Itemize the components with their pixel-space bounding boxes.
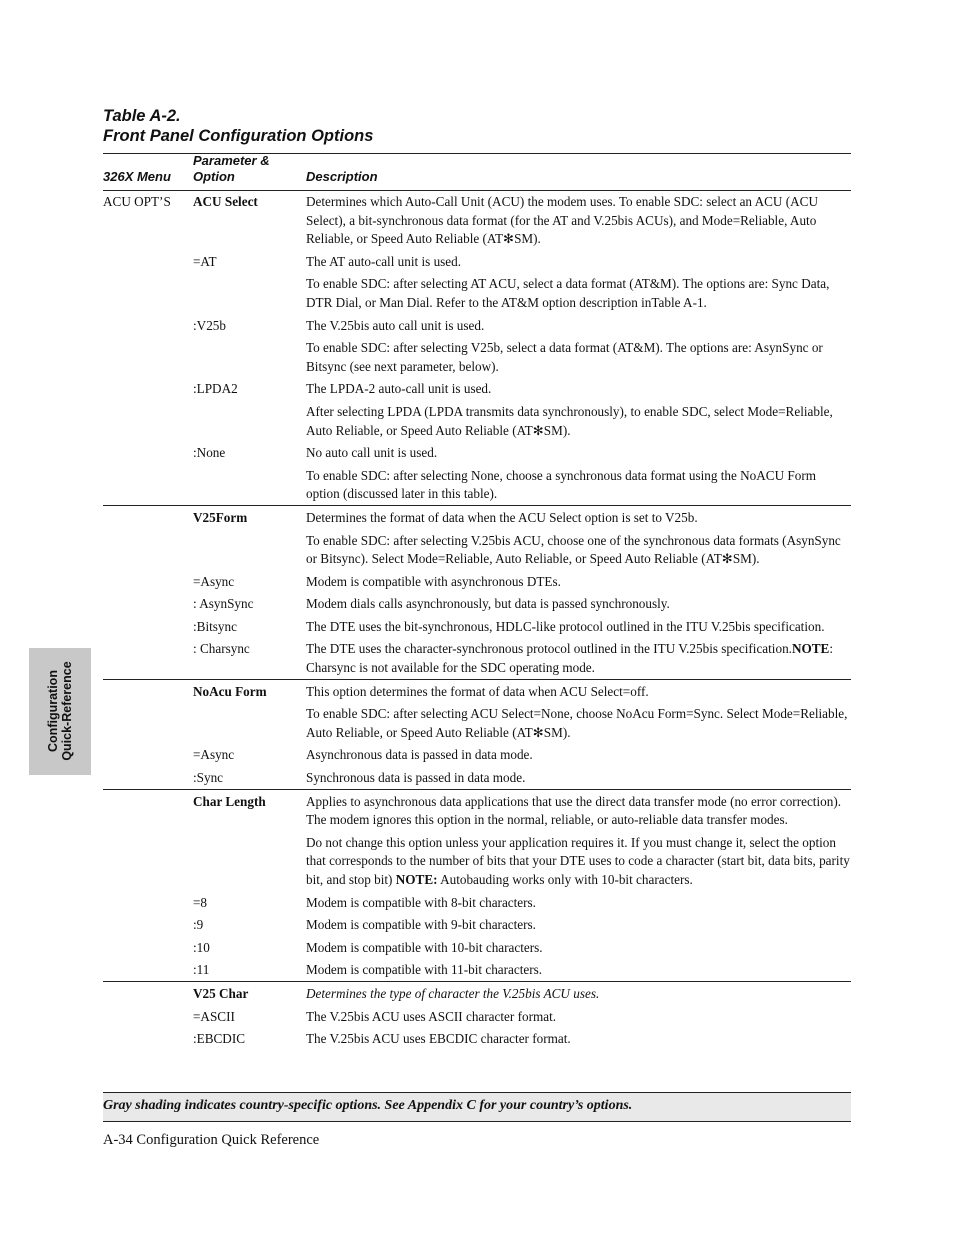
description-cell [306, 981, 851, 1004]
parameter-cell [193, 336, 306, 377]
description-text: The V.25bis ACU uses EBCDIC character format. [306, 1031, 571, 1047]
parameter-cell: : AsynSync [193, 596, 254, 612]
description-cell [306, 505, 851, 528]
menu-cell: ACU OPT’S [103, 194, 171, 209]
column-header-parameter-line1: Parameter & [193, 153, 270, 168]
table-row [103, 190, 851, 250]
parameter-cell: NoAcu Form [193, 679, 306, 702]
parameter-cell [193, 831, 306, 891]
description-text: This option determines the format of data when ACU Select=off. [306, 683, 649, 699]
description-cell [306, 615, 851, 638]
menu-cell [103, 679, 193, 702]
menu-cell [103, 570, 193, 593]
parameter-cell: =Async [193, 747, 235, 763]
description-text: Determines the type of character the V.25bis ACU uses. [306, 985, 600, 1001]
description-cell [306, 702, 851, 743]
note-label: NOTE [791, 641, 830, 657]
description-cell [306, 529, 851, 570]
menu-cell [103, 766, 193, 789]
description-text: Modem is compatible with asynchronous DTEs. [306, 573, 561, 589]
menu-cell [103, 250, 193, 273]
options-table-body [103, 190, 851, 1050]
description-cell [306, 679, 851, 702]
menu-cell [103, 743, 193, 766]
side-tab-line2: Quick-Reference [60, 661, 74, 761]
parameter-cell: :V25b [193, 317, 226, 333]
menu-cell [103, 936, 193, 959]
table-row [103, 377, 851, 400]
description-text: The V.25bis auto call unit is used. [306, 317, 485, 333]
parameter-cell: :LPDA2 [193, 381, 238, 397]
menu-cell [103, 592, 193, 615]
menu-cell [103, 1027, 193, 1050]
parameter-cell: =AT [193, 253, 217, 269]
table-row [103, 981, 851, 1004]
description-text: Modem is compatible with 9-bit characters. [306, 917, 536, 933]
description-cell [306, 272, 851, 313]
description-cell [306, 336, 851, 377]
description-text: After selecting LPDA (LPDA transmits data synchronously), to enable SDC, select Mode=Reliable, Auto Reliable, or Speed Auto Reliable (AT✻SM). [306, 403, 833, 438]
table-row [103, 702, 851, 743]
description-cell [306, 314, 851, 337]
table-row [103, 250, 851, 273]
menu-cell [103, 464, 193, 506]
description-text: To enable SDC: after selecting V.25bis ACU, choose one of the synchronous data formats (AsynSync or Bitsync). Select Mode=Reliable, Auto Reliable, or Speed Auto Reliable (AT✻SM). [306, 532, 841, 567]
parameter-cell: V25 Char [193, 981, 306, 1004]
table-row [103, 936, 851, 959]
menu-cell [103, 400, 193, 441]
menu-cell [103, 891, 193, 914]
parameter-cell: =ASCII [193, 1008, 235, 1024]
description-text: Synchronous data is passed in data mode. [306, 770, 526, 786]
description-cell [306, 891, 851, 914]
parameter-cell [193, 702, 306, 743]
description-cell [306, 637, 851, 679]
description-text: To enable SDC: after selecting AT ACU, select a data format (AT&M). The options are: Sync Data, DTR Dial, or Man Dial. Refer to the AT&M option description inTable A-1. [306, 276, 830, 310]
parameter-cell [193, 529, 306, 570]
description-cell [306, 250, 851, 273]
parameter-cell: :10 [193, 939, 210, 955]
description-cell [306, 913, 851, 936]
shading-footnote-text: Gray shading indicates country-specific options. See Appendix C for your country’s options. [103, 1098, 633, 1113]
parameter-cell: :Sync [193, 770, 224, 786]
parameter-cell [193, 272, 306, 313]
note-text: : Charsync is not available for the SDC operating mode. [306, 641, 834, 676]
note-text: Autobauding works only with 10-bit characters. [437, 872, 693, 887]
menu-cell [103, 831, 193, 891]
table-row [103, 891, 851, 914]
table-row [103, 272, 851, 313]
table-row [103, 529, 851, 570]
menu-cell [103, 336, 193, 377]
parameter-cell: : Charsync [193, 641, 250, 657]
description-text: Modem is compatible with 11-bit characters. [306, 962, 543, 978]
parameter-cell: ACU Select [193, 194, 258, 209]
table-row [103, 441, 851, 464]
description-cell [306, 441, 851, 464]
parameter-cell: =Async [193, 573, 235, 589]
description-text: The DTE uses the character-synchronous protocol outlined in the ITU V.25bis specification. [306, 641, 792, 657]
description-text: Applies to asynchronous data applications that use the direct data transfer mode (no error correction). The modem ignores this option in the normal, reliable, or auto-reliable data transfer modes. [306, 793, 842, 828]
menu-cell [103, 637, 193, 679]
table-row [103, 1027, 851, 1050]
shading-footnote [103, 1092, 851, 1122]
column-header-parameter [193, 153, 270, 185]
parameter-cell: =8 [193, 894, 208, 910]
section-side-tab [29, 648, 91, 775]
description-cell [306, 400, 851, 441]
page-footer: A-34 Configuration Quick Reference [103, 1132, 320, 1148]
menu-cell [103, 529, 193, 570]
table-row [103, 958, 851, 981]
description-cell [306, 377, 851, 400]
parameter-cell [193, 400, 306, 441]
description-text: The AT auto-call unit is used. [306, 253, 462, 269]
options-table [103, 190, 851, 1050]
description-cell [306, 831, 851, 891]
table-row [103, 505, 851, 528]
side-tab-label [46, 661, 74, 760]
description-text: Asynchronous data is passed in data mode. [306, 747, 533, 763]
table-row [103, 766, 851, 789]
menu-cell [103, 272, 193, 313]
description-cell [306, 936, 851, 959]
table-caption: Front Panel Configuration Options [103, 126, 374, 145]
description-text: Determines the format of data when the ACU Select option is set to V25b. [306, 509, 698, 525]
parameter-cell: :None [193, 445, 226, 461]
parameter-cell: :Bitsync [193, 618, 237, 634]
menu-cell [103, 981, 193, 1004]
description-text: The DTE uses the bit-synchronous, HDLC-like protocol outlined in the ITU V.25bis specification. [306, 618, 825, 634]
description-text: To enable SDC: after selecting None, choose a synchronous data format using the NoACU Form option (discussed later in this table). [306, 467, 816, 502]
column-header-parameter-line2: Option [193, 169, 235, 184]
table-row [103, 314, 851, 337]
parameter-cell: :9 [193, 917, 204, 933]
parameter-cell: Char Length [193, 789, 306, 831]
table-row [103, 913, 851, 936]
description-text: The LPDA-2 auto-call unit is used. [306, 381, 492, 397]
menu-cell [103, 441, 193, 464]
menu-cell [103, 1005, 193, 1028]
menu-cell [103, 615, 193, 638]
description-cell [306, 1027, 851, 1050]
description-cell [306, 766, 851, 789]
description-cell [306, 743, 851, 766]
description-text: Modem is compatible with 10-bit characters. [306, 939, 543, 955]
description-text: To enable SDC: after selecting ACU Select=None, choose NoAcu Form=Sync. Select Mode=Reliable, Auto Reliable, or Speed Auto Reliable (AT✻SM). [306, 706, 848, 740]
description-text: Modem is compatible with 8-bit characters. [306, 894, 536, 910]
description-cell [306, 464, 851, 506]
menu-cell [103, 913, 193, 936]
description-cell [306, 190, 851, 250]
menu-cell [103, 377, 193, 400]
table-row [103, 336, 851, 377]
description-text: To enable SDC: after selecting V25b, select a data format (AT&M). The options are: AsynSync or Bitsync (see next parameter, below). [306, 340, 823, 374]
description-text: The V.25bis ACU uses ASCII character format. [306, 1008, 557, 1024]
description-cell [306, 570, 851, 593]
menu-cell [103, 958, 193, 981]
menu-cell [103, 789, 193, 831]
table-title [103, 107, 373, 146]
table-row [103, 831, 851, 891]
menu-cell [103, 314, 193, 337]
table-row [103, 1005, 851, 1028]
table-row [103, 637, 851, 679]
description-text: No auto call unit is used. [306, 445, 438, 461]
column-header-description: Description [306, 169, 378, 184]
table-row [103, 743, 851, 766]
description-cell [306, 1005, 851, 1028]
parameter-cell: V25Form [193, 505, 306, 528]
table-row [103, 464, 851, 506]
note-label: NOTE: [395, 872, 438, 887]
table-row [103, 789, 851, 831]
description-text: Do not change this option unless your application requires it. If you must change it, select the option that corresponds to the number of bits that your DTE uses to code a character (start bit, data bits, parity bit, and stop bit) [306, 834, 850, 887]
description-cell [306, 592, 851, 615]
side-tab-line1: Configuration [46, 670, 60, 752]
menu-cell [103, 505, 193, 528]
parameter-cell: :EBCDIC [193, 1031, 246, 1047]
description-cell [306, 789, 851, 831]
description-text: Determines which Auto-Call Unit (ACU) the modem uses. To enable SDC: select an ACU (ACU Select), a bit-synchronous data format (for the AT and V.25bis ACUs), and Mode=Reliable, Auto Reliable, or Speed Auto Reliable (AT✻SM). [306, 194, 818, 247]
table-row [103, 592, 851, 615]
parameter-cell [193, 464, 306, 506]
table-number: Table A-2. [103, 107, 181, 125]
description-cell [306, 958, 851, 981]
description-text: Modem dials calls asynchronously, but data is passed synchronously. [306, 596, 670, 612]
menu-cell [103, 702, 193, 743]
parameter-cell: :11 [193, 962, 210, 978]
table-row [103, 570, 851, 593]
table-row [103, 679, 851, 702]
table-row [103, 400, 851, 441]
table-row [103, 615, 851, 638]
column-header-menu: 326X Menu [103, 169, 171, 184]
